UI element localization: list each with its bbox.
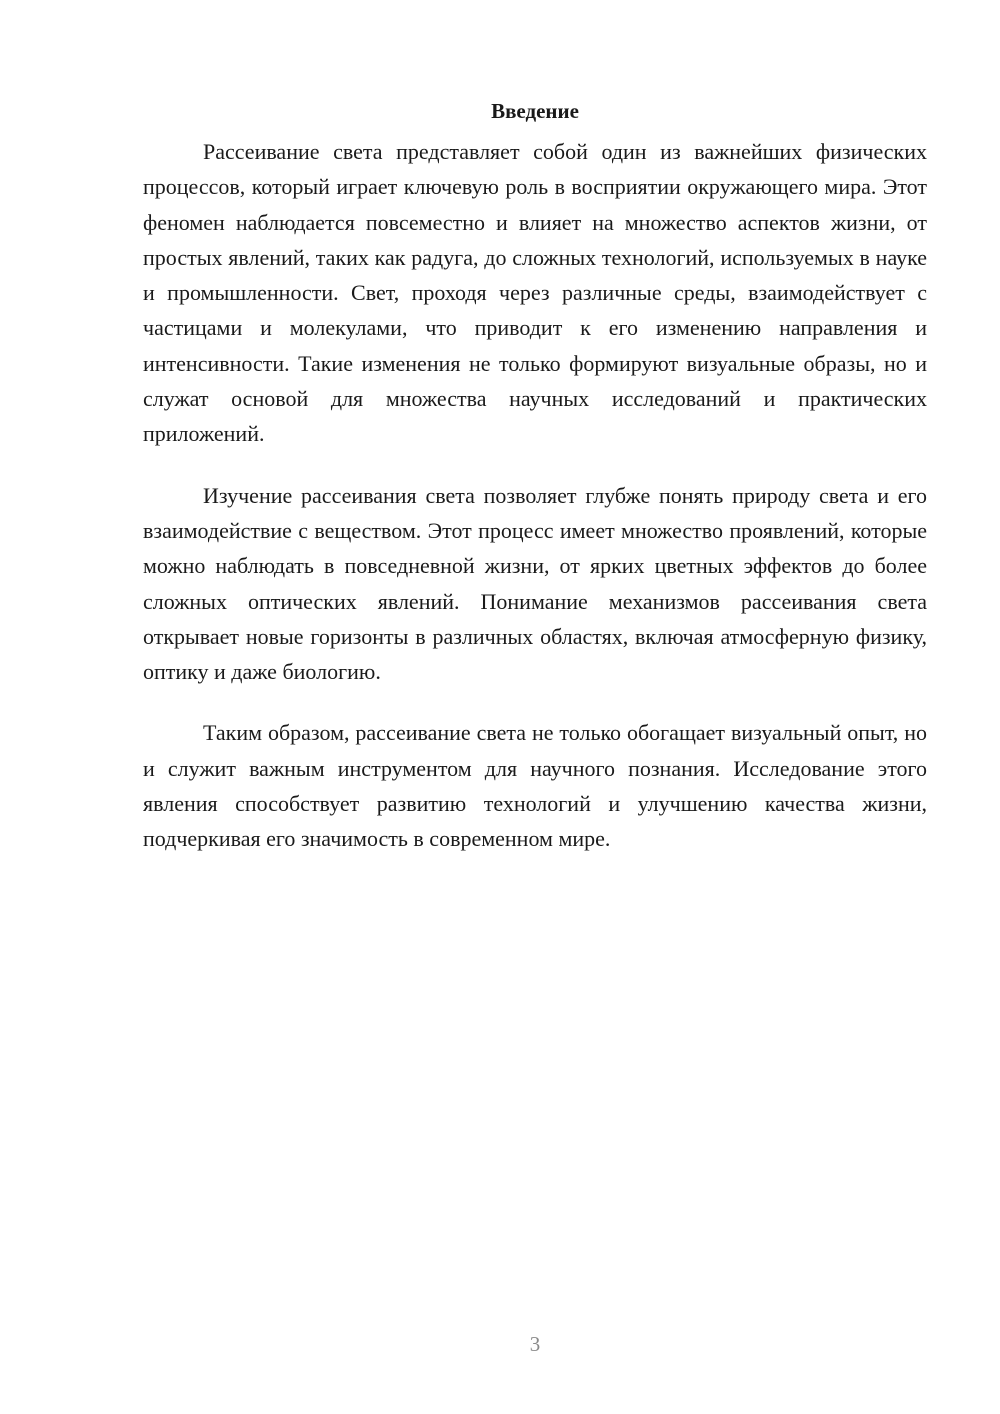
- section-heading: Введение: [491, 99, 579, 123]
- paragraph-2: Изучение рассеивания света позволяет глубже понять природу света и его взаимодействие с веществом. Этот процесс имеет множество проявлений, которые можно наблюдать в повседневной жизни, от ярких цветных эффектов до более сложных оптических явлений. Понимание механизмов рассеивания света открывает новые горизонты в различных областях, включая атмосферную физику, оптику и даже биологию.: [143, 482, 927, 685]
- page-content: [143, 92, 927, 883]
- paragraph-1: Рассеивание света представляет собой один из важнейших физических процессов, который играет ключевую роль в восприятии окружающего мира. Этот феномен наблюдается повсеместно и влияет на множество аспектов жизни, от простых явлений, таких как радуга, до сложных технологий, используемых в науке и промышленности. Свет, проходя через различные среды, взаимодействует с частицами и молекулами, что приводит к его изменению направления и интенсивности. Такие изменения не только формируют визуальные образы, но и служат основой для множества научных исследований и практических приложений.: [143, 139, 927, 447]
- page-number: 3: [529, 1332, 541, 1356]
- paragraph-3: Таким образом, рассеивание света не только обогащает визуальный опыт, но и служит важным инструментом для научного познания. Исследование этого явления способствует развитию технологий и улучшению качества жизни, подчеркивая его значимость в современном мире.: [143, 720, 927, 852]
